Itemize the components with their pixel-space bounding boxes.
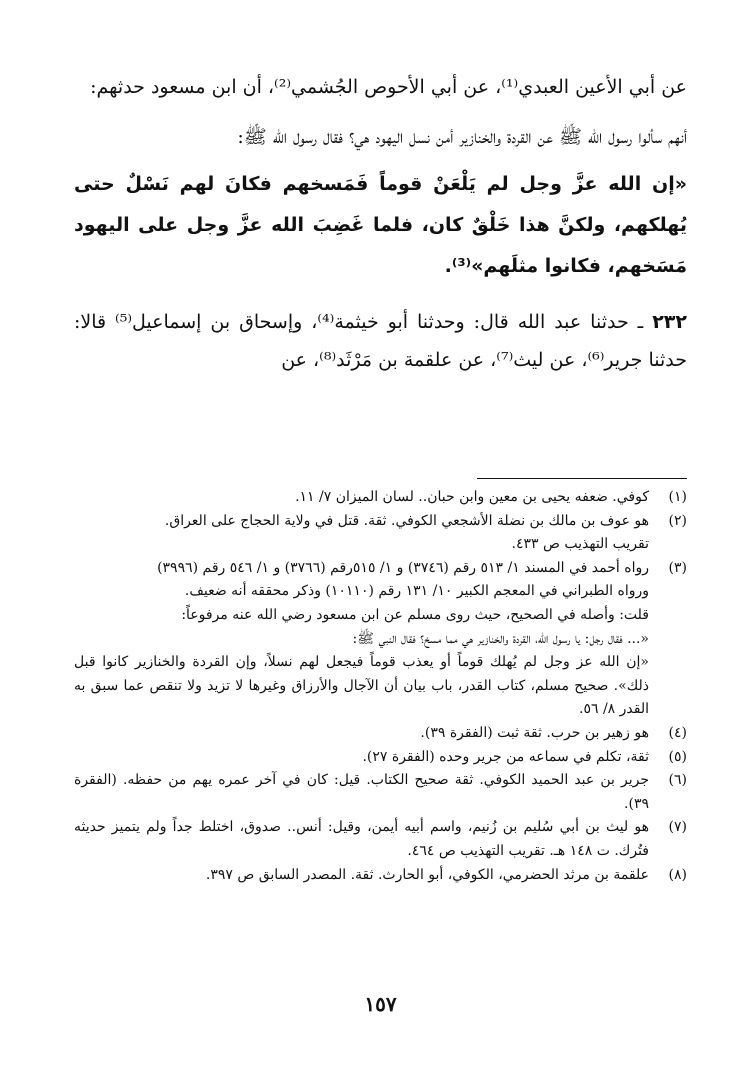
footnote-number: (٣) xyxy=(668,559,687,576)
page-number: ١٥٧ xyxy=(364,992,397,1016)
footnote-line: جرير بن عبد الحميد الكوفي. ثقة صحيح الكتاب. قيل: كان في آخر عمره يهم من حفظه. (الفقرة ٣٩). xyxy=(74,772,649,812)
footnote-line: «... فقال رجل: يا رسول الله، القردة والخنازير هي مما مسخ؟ فقال النبي ﷺ: xyxy=(352,630,649,647)
footnote-line: هو ليث بن أبي سُليم بن زُنيم، واسم أبيه أيمن، وقيل: أنس.. صدوق، اختلط جداً ولم يتميز حديثه فتُرك. ت ١٤٨ هـ. تقريب التهذيب ص ٤٦٤. xyxy=(74,819,649,859)
footnote xyxy=(74,510,687,557)
footnote xyxy=(74,769,687,816)
footnote xyxy=(74,557,687,722)
footnote xyxy=(74,486,687,510)
footnote-number: (٧) xyxy=(668,819,687,836)
paragraph-232 xyxy=(74,303,687,379)
footnote-line: رواه أحمد في المسند ١/ ٥١٣ رقم (٣٧٤٦) و ١/ ٥١٥رقم (٣٧٦٦) و ١/ ٥٤٦ رقم (٣٩٩٦) xyxy=(157,559,649,576)
footnote-number: (٤) xyxy=(668,724,687,741)
footnote-line: كوفي. ضعفه يحيى بن معين وابن حبان.. لسان الميزان ٧/ ١١. xyxy=(295,489,649,505)
hadith-text: «إن الله عزَّ وجل لم يَلْعَنْ قوماً فَمَسخهم فكانَ لهم نَسْلٌ حتى يُهلكهم، ولكنَّ هذا خَلْقٌ كان، فلما غَضِبَ الله عزَّ وجل على اليهود مَسَخهم، فكانوا مثلَهم»⁽³⁾. xyxy=(74,173,687,277)
footnote-line: قلت: وأصله في الصحيح، حيث روى مسلم عن ابن مسعود رضي الله عنه مرفوعاً: xyxy=(181,606,649,623)
footnote-line: تقريب التهذيب ص ٤٣٣. xyxy=(511,536,649,553)
footnote-line: علقمة بن مرثد الحضرمي، الكوفي، أبو الحارث. ثقة. المصدر السابق ص ٣٩٧. xyxy=(205,866,649,883)
book-page xyxy=(74,0,687,1079)
footnote-number: (٨) xyxy=(668,866,687,883)
footnote-number: (٦) xyxy=(668,772,687,789)
footnote-line: ثقة، تكلم في سماعه من جرير وحده (الفقرة ٢٧). xyxy=(362,748,649,765)
paragraph-232-text: ـ حدثنا عبد الله قال: وحدثنا أبو خيثمة⁽⁴⁾، وإسحاق بن إسماعيل⁽⁵⁾ قالا: حدثنا جرير⁽⁶⁾، عن ليث⁽⁷⁾، عن علقمة بن مَرْثَد⁽⁸⁾، عن xyxy=(74,311,687,371)
main-text xyxy=(74,68,687,379)
footnote-line: هو عوف بن مالك بن نضلة الأشجعي الكوفي. ثقة. قتل في ولاية الحجاج على العراق. xyxy=(164,512,649,529)
footnotes xyxy=(74,486,687,887)
footnote xyxy=(74,864,687,888)
hadith-number: ٢٣٢ xyxy=(652,311,687,333)
footnote-line: ورواه الطبراني في المعجم الكبير ١٠/ ١٣١ رقم (١٠١١٠) وذكر محققه أنه ضعيف. xyxy=(184,583,649,600)
paragraph-question: أنهم سألوا رسول الله ﷺ عن القردة والخنازير أمن نسل اليهود هي؟ فقال رسول الله ﷺ: xyxy=(237,126,687,148)
footnote xyxy=(74,746,687,770)
footnote-divider xyxy=(477,478,687,479)
footnote xyxy=(74,816,687,863)
paragraph-isnad: عن أبي الأعين العبدي⁽¹⁾، عن أبي الأحوص الجُشمي⁽²⁾، أن ابن مسعود حدثهم: xyxy=(90,76,687,98)
footnote-line: «إن الله عز وجل لم يُهلك قوماً أو يعذب قوماً فيجعل لهم نسلاً، وإن القردة والخنازير كانوا قبل ذلك». صحيح مسلم، كتاب القدر، باب بيان أن الآجال والأرزاق وغيرها لا تزيد ولا تنقص عما سبق به القدر ٨/ ٥٦. xyxy=(74,654,649,718)
footnote-line: هو زهير بن حرب. ثقة ثبت (الفقرة ٣٩). xyxy=(420,724,649,741)
footnote xyxy=(74,722,687,746)
footnote-number: (٥) xyxy=(668,748,687,765)
footnote-number: (٢) xyxy=(668,512,687,529)
footnote-number: (١) xyxy=(668,489,687,505)
